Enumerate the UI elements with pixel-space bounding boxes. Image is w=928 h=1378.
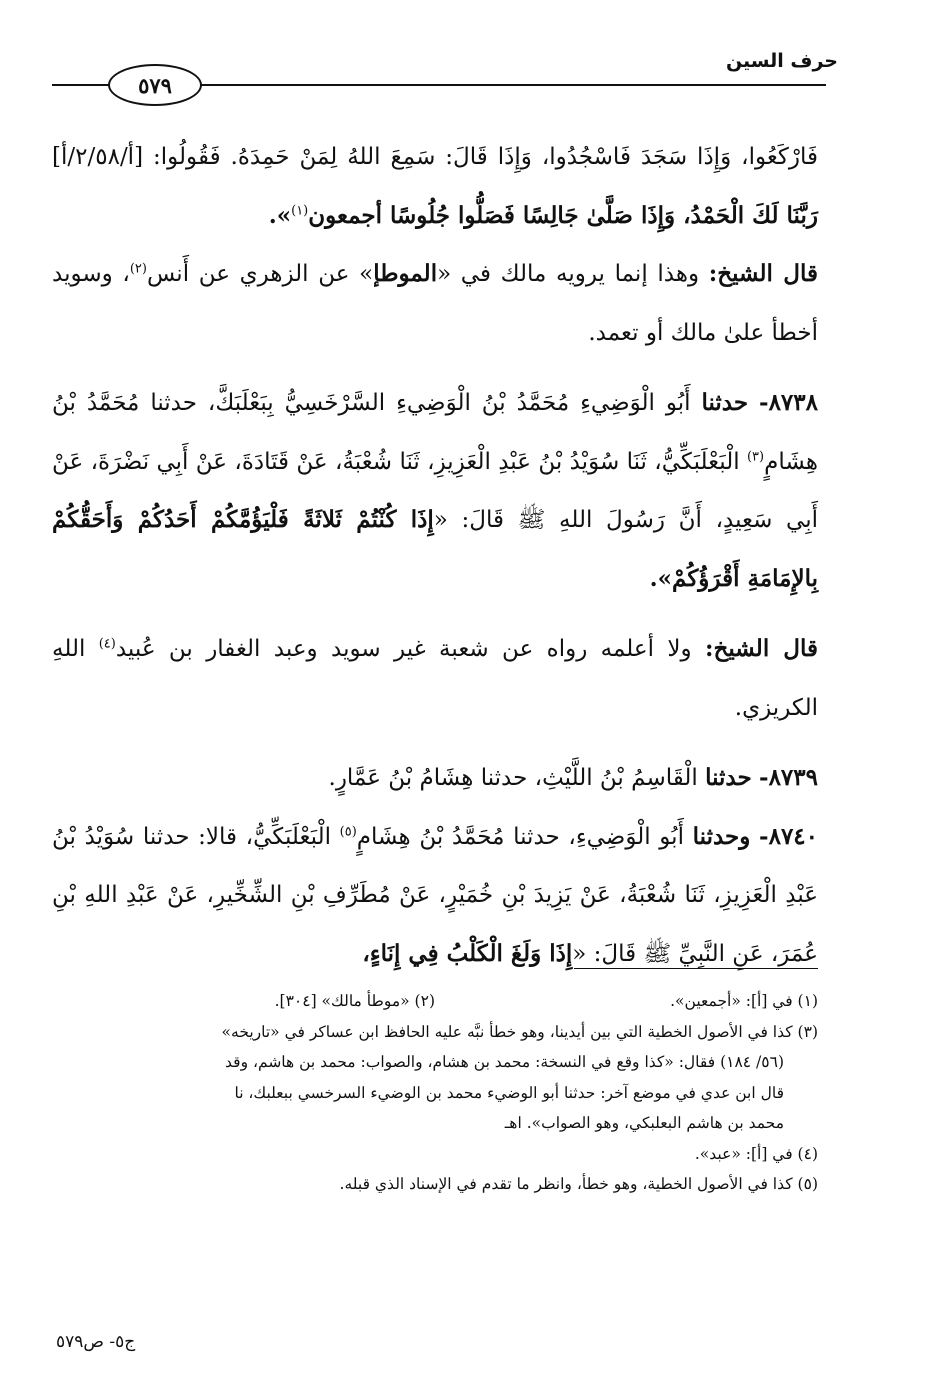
hadith-8738: ٨٧٣٨- حدثنا أَبُو الْوَضِيءِ مُحَمَّدُ بْنُ الْوَضِيءِ السَّرْخَسِيُّ بِبَعْلَبَكَّ، حدثنا مُحَمَّدُ بْنُ هِشَامٍ$^{(٣)}$ الْبَعْلَبَكِّيُّ، ثَنَا سُوَيْدُ بْنُ عَبْدِ الْعَزِيزِ، ثَنَا شُعْبَةُ، عَنْ قَتَادَةَ، عَنْ أَبِي نَضْرَةَ، عَنْ أَبِي سَعِيدٍ، أَنَّ رَسُولَ اللهِ ﷺ قَالَ: «إِذَا كُنْتُمْ ثَلاثَةً فَلْيَؤُمَّكُمْ أَحَدُكُمْ وَأَحَقُّكُمْ بِالإِمَامَةِ أَقْرَؤُكُمْ». — [52, 389, 818, 592]
footnote-3-line-2: (٥٦/ ١٨٤) فقال: «كذا وقع في النسخة: محمد بن هشام، والصواب: محمد بن هاشم، وقد — [225, 1053, 784, 1071]
hadith-number: ٨٧٤٠- — [759, 822, 819, 850]
footnote-marker: (٤) — [98, 636, 116, 652]
page-number: ٥٧٩ — [138, 72, 172, 98]
footnote-separator — [574, 968, 818, 969]
footnote-5: (٥) كذا في الأصول الخطية، وهو خطأ، وانظر ما تقدم في الإسناد الذي قبله. — [339, 1175, 818, 1193]
volume-page-signature: ج٥- ص٥٧٩ — [56, 1332, 136, 1352]
sheikh-label: قال الشيخ: — [708, 260, 818, 287]
paragraph-sheikh-comment-2: قال الشيخ: ولا أعلمه رواه عن شعبة غير سويد وعبد الغفار بن عُبيد$^{(٤)}$ اللهِ الكريزي. — [52, 635, 818, 721]
footnote-3-line-3: قال ابن عدي في موضع آخر: حدثنا أبو الوضيء محمد بن الوضيء السرخسي ببعلبك، نا — [234, 1083, 784, 1102]
paragraph-sheikh-comment-1: قال الشيخ: وهذا إنما يرويه مالك في «الموطإ» عن الزهري عن أَنس$^{(٢)}$، وسويد أخطأ علىٰ مالك أو تعمد. — [52, 260, 818, 346]
hadith-8739: ٨٧٣٩- حدثنا الْقَاسِمُ بْنُ اللَّيْثِ، حدثنا هِشَامُ بْنُ عَمَّارٍ. — [328, 764, 818, 791]
footnote-marker: (٥) — [339, 823, 357, 839]
footnote-1: (١) في [أ]: «أجمعين». — [670, 992, 818, 1010]
footnote-2: (٢) «موطأ مالك» [٣٠٤]. — [274, 992, 435, 1010]
main-text — [52, 128, 818, 983]
sheikh-label: قال الشيخ: — [705, 635, 818, 662]
hadith-matn: إِذَا كُنْتُمْ ثَلاثَةً فَلْيَؤُمَّكُمْ أَحَدُكُمْ وَأَحَقُّكُمْ بِالإِمَامَةِ أَقْرَؤُكُمْ — [52, 506, 818, 592]
footnote-3-line-4: محمد بن هاشم البعلبكي، وهو الصواب». اهـ — [504, 1114, 784, 1132]
hadith-8740: ٨٧٤٠- وحدثنا أَبُو الْوَضِيءِ، حدثنا مُحَمَّدُ بْنُ هِشَامٍ$^{(٥)}$ الْبَعْلَبَكِّيُّ، قالا: حدثنا سُوَيْدُ بْنُ عَبْدِ الْعَزِيزِ، ثَنَا شُعْبَةُ، عَنْ يَزِيدَ بْنِ خُمَيْرٍ، عَنْ مُطَرِّفِ بْنِ الشِّخِّيرِ، عَنْ عَبْدِ اللهِ بْنِ عُمَرَ، عَنِ النَّبِيِّ ﷺ قَالَ: «إِذَا وَلَغَ الْكَلْبُ فِي إِنَاءٍ، — [52, 822, 819, 967]
hadith-number: ٨٧٣٨- — [759, 389, 818, 416]
footnote-marker: (٣) — [746, 448, 765, 464]
hadith-number: ٨٧٣٩- — [759, 764, 818, 791]
tahdith-keyword: حدثنا — [705, 764, 752, 791]
footnote-marker: (١) — [291, 202, 309, 218]
hadith-matn: إِذَا وَلَغَ الْكَلْبُ فِي إِنَاءٍ، — [362, 939, 573, 967]
footnote-3-line-1: (٣) كذا في الأصول الخطية التي بين أيدينا، وهو خطأ نبَّه عليه الحافظ ابن عساكر في «تاريخه» — [221, 1022, 818, 1041]
footnote-marker: (٢) — [129, 261, 147, 277]
footnote-4: (٤) في [أ]: «عبد». — [694, 1144, 818, 1163]
footnote-row-1-2 — [52, 986, 818, 1017]
hadith-matn: رَبَّنَا لَكَ الْحَمْدُ، وَإِذَا صَلَّىٰ جَالِسًا فَصَلُّوا جُلُوسًا أجمعون — [308, 201, 818, 229]
tahdith-keyword: حدثنا — [701, 389, 749, 416]
paragraph-hadith-continuation: فَارْكَعُوا، وَإِذَا سَجَدَ فَاسْجُدُوا، وَإِذَا قَالَ: سَمِعَ اللهُ لِمَنْ حَمِدَهُ. فَقُولُوا: [أ/٢/٥٨/أ] رَبَّنَا لَكَ الْحَمْدُ، وَإِذَا صَلَّىٰ جَالِسًا فَصَلُّوا جُلُوسًا أجمعون$^{(١)}$». — [52, 144, 818, 229]
footnotes — [52, 986, 818, 1200]
book-title: الموطإ — [373, 260, 438, 287]
tahdith-keyword: وحدثنا — [692, 822, 751, 850]
page-number-oval — [108, 64, 202, 106]
running-header-title: حرف السين — [725, 50, 838, 72]
manuscript-ref: [أ/٢/٥٨/أ] — [52, 144, 144, 170]
